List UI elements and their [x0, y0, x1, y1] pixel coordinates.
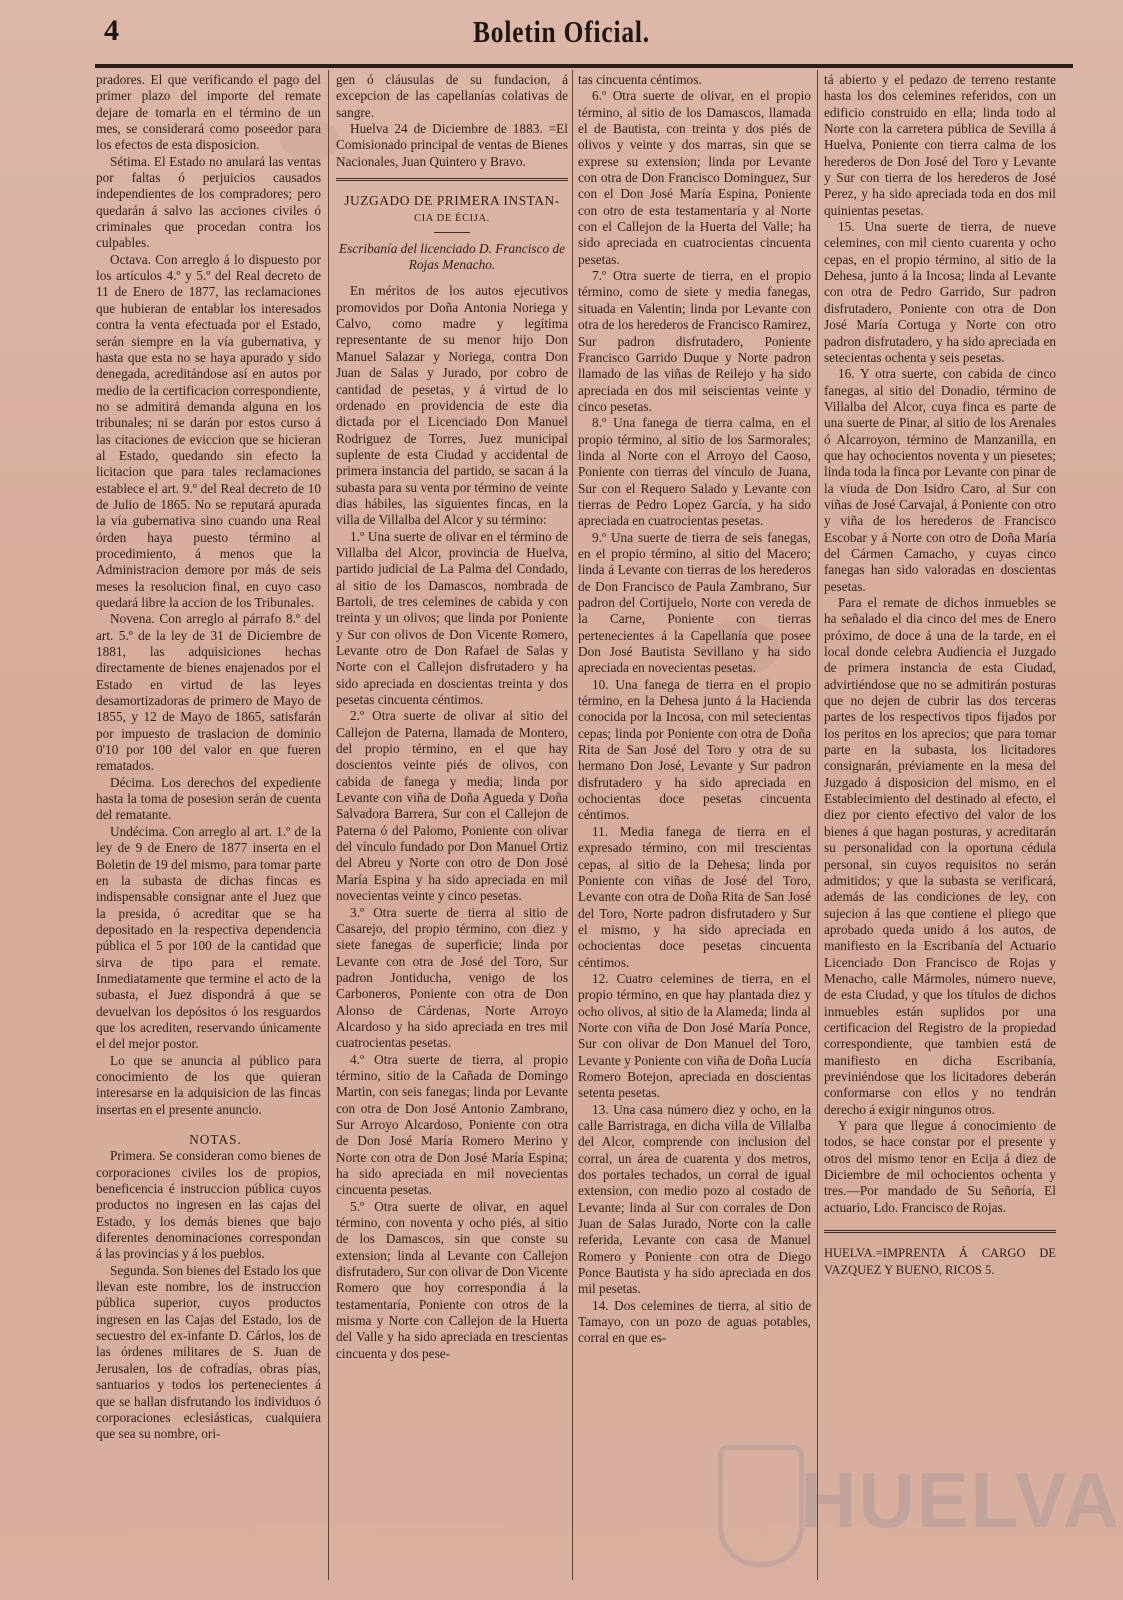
- paragraph: Y para que llegue á conocimiento de todos, se hace constar por el presente y otros del mismo tenor en Ecija á diez de Diciembre de mil ochocientos ochenta y tres.—Por mandado de Su Señoría, El actuario, Ldo. Francisco de Rojas.: [824, 1118, 1056, 1215]
- paragraph: 9.º Una suerte de tierra de seis fanegas, en el propio término, al sitio del Macero; linda á Levante con tierras de los herederos de Don Francisco de Paula Zambrano, Sur padron del Cortijuelo, Norte con vereda de la Carne, Poniente con tierras pertenecientes á la Capellanía que posee Don José Bautista Sevillano y ha sido apreciada en novecientas pesetas.: [578, 529, 811, 676]
- paragraph: Sétima. El Estado no anulará las ventas por faltas ó perjuicios causados independientes de los compradores; pero quedarán á salvo las acciones civiles ó criminales que procedan contra los culpables.: [96, 153, 321, 251]
- closing-rule: [824, 1230, 1056, 1233]
- paragraph: Para el remate de dichos inmuebles se ha señalado el dia cinco del mes de Enero próximo, de doce á una de la tarde, en el local donde celebra Audiencia el Juzgado de primera instancia de esta Ciudad, advirtiéndose que no se admitirán posturas que no dejen de cubrir las dos terceras partes de los respectivos tipos fijados por los peritos en los aprecios; que para tomar parte en la subasta, los licitadores consignarán, préviamente en la mesa del Juzgado á disposicion del mismo, en el Establecimiento del destinado al efecto, el diez por ciento efectivo del valor de los bienes á que hagan posturas, y acreditarán su personalidad con la oportuna cédula personal, sin cuyos requisitos no serán admitidos; y que la subasta se verificará, además de las condiciones de ley, con sujecion á las que contiene el pliego que aprobado queda unido á los autos, de manifiesto en la Escribanía del Actuario Licenciado Don Francisco de Rojas y Menacho, calle Mármoles, número nueve, de esta Ciudad, y que los títulos de dichos inmuebles están suplidos por una certificacion del Registro de la propiedad correspondiente, que tambien está de manifiesto en dicha Escribanía, previniéndose que los licitadores deberán conformarse con ellos y no tendrán derecho á exigir ningunos otros.: [824, 595, 1056, 1117]
- paragraph: pradores. El que verificando el pago del primer plazo del importe del remate dejare de tomarla en el término de un mes, se considerará como poseedor para los efectos de esta disposicion.: [96, 72, 321, 153]
- section-rule: [336, 178, 568, 181]
- column-4: [824, 72, 1056, 1572]
- juzgado-heading: [336, 193, 568, 228]
- paragraph: 7.º Otra suerte de tierra, en el propio término, como de siete y media fanegas, situada en Valentin; linda por Levante con otra de los herederos de Francisco Ramirez, Sur padron disfrutadero, Poniente Francisco Garrido Duque y Norte padron llamado de las viñas de Reilejo y ha sido apreciada en dos mil seiscientas veinte y cinco pesetas.: [578, 268, 811, 414]
- paragraph: Lo que se anuncia al público para conocimiento de los que quieran interesarse en la adquisicion de las fincas insertas en el presente anuncio.: [96, 1052, 321, 1117]
- paragraph: 12. Cuatro celemines de tierra, en el propio término, en que hay plantada diez y ocho olivos, al sitio de la Alameda; linda al Norte con viña de Don José María Ponce, Sur con olivar de Don Manuel del Toro, Levante y Poniente con viña de Doña Lucía Romero Botejon, apreciada en doscientas setenta pesetas.: [578, 970, 811, 1101]
- escribania-heading: Escribanía del licenciado D. Francisco de Rojas Menacho.: [339, 240, 565, 273]
- masthead-rule: [95, 64, 1073, 68]
- paragraph: tá abierto y el pedazo de terreno restante hasta los dos celemines referidos, con un edificio construido en ella; linda todo al Norte con la carretera pública de Sevilla á Huelva, Poniente con tierra calma de los herederos de Don José del Toro y Levante y Sur con tierra de los herederos de José Perez, y ha sido apreciada toda en dos mil quinientas pesetas.: [824, 72, 1056, 218]
- paragraph: 3.º Otra suerte de tierra al sitio de Casarejo, del propio término, con diez y siete fanegas de superficie; linda por Levante con otra de José del Toro, Sur padron Jontiducha, venigo de los Carboneros, Poniente con otra de Don Alonso de Cárdenas, Norte Arroyo Alcardoso y ha sido apreciada en tres mil cuatrocientas pesetas.: [336, 904, 568, 1051]
- paragraph: 13. Una casa número diez y ocho, en la calle Barristraga, en dicha villa de Villalba del Alcor, comprende con inclusion del corral, un área de cuarenta y dos metros, dos portales techados, un corral de igual extension, con medio pozo al costado de Levante; linda al Sur con corrales de Don Juan de Salas Jurado, Norte con la calle referida, Levante con casa de Manuel Romero y Poniente con otra de Diego Ponce Bautista y ha sido apreciada en dos mil pesetas.: [578, 1101, 811, 1297]
- paragraph: 6.º Otra suerte de olivar, en el propio término, al sitio de los Damascos, llamada el de Bautista, con treinta y dos piés de olivos y veinte y dos marras, sin que se exprese su extension; linda por Levante con otra de Don Francisco Dominguez, Sur con el Don José María Espina, Poniente con otro de esta testamentaría y al Norte con el Callejon de la Huerta del Valle; ha sido apreciada en cuatrocientas cincuenta pesetas.: [578, 88, 811, 267]
- watermark-text: HUELVA: [800, 1456, 1122, 1544]
- imprenta-line: HUELVA.=IMPRENTA Á CARGO DE VAZQUEZ Y BUENO, RICOS 5.: [824, 1246, 1056, 1278]
- juzgado-subtitle: CIA DE ÉCIJA.: [414, 213, 490, 225]
- paragraph: Décima. Los derechos del expediente hasta la toma de posesion serán de cuenta del rematante.: [96, 774, 321, 823]
- masthead-title: Boletin Oficial.: [473, 14, 650, 49]
- signature-paragraph: Huelva 24 de Diciembre de 1883. =El Comisionado principal de ventas de Bienes Nacionales, Juan Quintero y Bravo.: [336, 121, 568, 169]
- paragraph: 16. Y otra suerte, con cabida de cinco fanegas, al sitio del Donadio, término de Villalba del Alcor, cuya finca es parte de una suerte de Pinar, al sitio de los Arenales ó Alcarroyon, término de Manzanilla, en que hay ochocientos noventa y un piesetes; linda toda la finca por Levante con pinar de la viuda de Don Isidro Caro, al Sur con viñas de José Carvajal, á Poniente con otro y viña de los herederos de Francisco Escobar y á Norte con otro de Doña María del Cármen Camacho, y cuyas cinco fanegas han sido valoradas en doscientas pesetas.: [824, 366, 1056, 594]
- paragraph: 1.º Una suerte de olivar en el término de Villalba del Alcor, provincia de Huelva, partido judicial de La Palma del Condado, al sitio de los Damascos, nombrada de Bartoli, de tres celemines de cabida y con treinta y un olivos; que linda por Poniente y Sur con olivos de Don Vicente Romero, Levante otro de Don Rafael de Salas y Norte con el Callejon disfrutadero y ha sido apreciada en doscientas treinta y dos pesetas cincuenta céntimos.: [336, 528, 568, 708]
- column-divider: [328, 70, 329, 1580]
- watermark-seal-icon: [718, 1445, 804, 1567]
- paragraph: Octava. Con arreglo á lo dispuesto por los artículos 4.º y 5.º del Real decreto de 11 de Enero de 1877, las reclamaciones que hubieran de entablar los interesados contra la venta efectuada por el Estado, serán siempre en la vía gubernativa, y hasta que esta no se haya apurado y sido denegada, acreditándose así en autos por medio de la certificacion correspondiente, no se admitirá demanda alguna en los tribunales; ni se darán por estos curso á las citaciones de eviccion que se hicieran al Estado, quedando sin efecto la licitacion que para tales reclamaciones establece el art. 9.º del Real decreto de 10 de Julio de 1865. No se reputará apurada la vía gubernativa sino cuando una Real órden haya puesto término al procedimiento, á menos que la Administracion demore por más de seis meses la resolucion final, en cuyo caso quedará libre la accion de los Tribunales.: [96, 251, 321, 610]
- paragraph: 10. Una fanega de tierra en el propio término, en la Dehesa junto á la Hacienda conocida por la Incosa, con mil setecientas cepas; linda por Poniente con otra de Doña Rita de San José del Toro y otra de su hermano Don José, Levante y Sur padron disfrutadero y ha sido apreciada en ochocientas doce pesetas cincuenta céntimos.: [578, 676, 811, 823]
- paragraph: Segunda. Son bienes del Estado los que llevan este nombre, los de instruccion pública superior, cuyos productos ingresen en las Cajas del Estado, los de secuestro del ex-infante D. Cárlos, los de las órdenes militares de S. Juan de Jerusalen, los de cofradías, obras pías, santuarios y todos los pertenecientes á que se hallan disfrutando los individuos ó corporaciones eclesiásticas, cualquiera que sea su nombre, ori-: [96, 1262, 321, 1442]
- paragraph: gen ó cláusulas de su fundacion, á excepcion de las capellanías colativas de sangre.: [336, 72, 568, 120]
- paragraph: Novena. Con arreglo al párrafo 8.º del art. 5.º de la ley de 31 de Diciembre de 1881, las adquisiciones hechas directamente de bienes enajenados por el Estado en virtud de las leyes desamortizadoras de primero de Mayo de 1855, y 12 de Mayo de 1865, satisfarán por impuesto de traslacion de dominio 0'10 por 100 del valor en que fueren rematados.: [96, 611, 321, 774]
- paragraph: Undécima. Con arreglo al art. 1.º de la ley de 9 de Enero de 1877 inserta en el Boletin de 19 del mismo, para tomar parte en la subasta de dichas fincas es indispensable consignar ante el Juez que la presida, ó acreditar que se ha depositado en la respectiva dependencia pública el 5 por 100 de la cantidad que sirva de tipo para el remate. Inmediatamente que termine el acto de la subasta, el Juez dispondrá á que se devuelvan los depósitos ó los resguardos que los acrediten, reservando únicamente el del mejor postor.: [96, 823, 321, 1052]
- paragraph: 5.º Otra suerte de olivar, en aquel término, con noventa y ocho piés, al sitio de los Damascos, sin que conste su extension; linda al Levante con Callejon disfrutadero, Sur con olivar de Don Vicente Romero que hoy correspondia á la testamentaría, Poniente con otros de la misma y Norte con Callejon de la Huerta del Valle y ha sido apreciada en trescientas cincuenta y dos pese-: [336, 1198, 568, 1361]
- paragraph: 15. Una suerte de tierra, de nueve celemines, con mil ciento cuarenta y ocho cepas, en el propio término, al sitio de la Dehesa, junto á la Incosa; linda al Levante con otra de Pedro Garrido, Sur padron disfrutadero, Poniente con otra de Don José María Cortuga y Norte con otro padron disfrutadero, y ha sido apreciada en setecientas ochenta y seis pesetas.: [824, 219, 1056, 365]
- column-divider: [572, 70, 573, 1580]
- paragraph: tas cincuenta céntimos.: [578, 72, 702, 87]
- column-2: [336, 72, 568, 1572]
- paragraph: 2.º Otra suerte de olivar al sitio del Callejon de Paterna, llamada de Montero, del propio término, en el que hay doscientos veinte piés de olivos, con cabida de fanega y media; linda por Levante con viña de Doña Agueda y Doña Salvadora Barrera, Sur con el Callejon de Paterna ó del Palomo, Poniente con olivar del vínculo fundado por Don Manuel Ortiz del Abreu y Norte con otro de Don José María Espina y ha sido apreciada en mil novecientas veinte y cinco pesetas.: [336, 708, 568, 904]
- paragraph: Primera. Se consideran como bienes de corporaciones civiles los de propios, beneficencia é instruccion pública cuyos productos no ingresen en las cajas del Estado, y los demás bienes que bajo diferentes denominaciones correspondan á las provincias y á los pueblos.: [96, 1148, 321, 1262]
- short-rule: [434, 232, 470, 233]
- notas-heading: NOTAS.: [189, 1132, 242, 1147]
- column-3: [578, 72, 811, 1572]
- paragraph: En méritos de los autos ejecutivos promovidos por Doña Antonia Noriega y Calvo, como madre y legítima representante de su menor hijo Don Manuel Salazar y Noriega, contra Don Juan de Salas y Jurado, por cobro de cantidad de pesetas, y á virtud de lo ordenado en providencia de este dia dictada por el Licenciado Don Manuel Rodriguez de Torres, Juez municipal suplente de esta Ciudad y accidental de primera instancia del partido, se sacan á la subasta para su venta por término de veinte dias hábiles, las siguientes fincas, en la villa de Villalba del Alcor y su término:: [336, 283, 568, 528]
- page-number: 4: [104, 14, 119, 47]
- column-divider: [817, 70, 818, 1580]
- juzgado-title: JUZGADO DE PRIMERA INSTAN-: [344, 193, 560, 209]
- paragraph: 8.º Una fanega de tierra calma, en el propio término, al sitio de los Sarmorales; linda al Norte con el Arroyo del Caoso, Poniente con tierras del vínculo de Juana, Sur con el Requero Salado y Levante con tierras de Pedro Lopez García, y ha sido apreciada en cuatrocientas pesetas.: [578, 415, 811, 529]
- paragraph: 14. Dos celemines de tierra, al sitio de Tamayo, con un pozo de aguas potables, corral en que es-: [578, 1297, 811, 1346]
- paragraph: 11. Media fanega de tierra en el expresado término, con mil trescientas cepas, al sitio de la Dehesa; linda por Poniente con viñas de José del Toro, Levante con otra de Doña Rita de San José del Toro, Norte padron disfrutadero y Sur el mismo, y ha sido apreciada en ochocientas doce pesetas cincuenta céntimos.: [578, 823, 811, 970]
- paragraph: 4.º Otra suerte de tierra, al propio término, sitio de la Cañada de Domingo Martin, con seis fanegas; linda por Levante con otra de Don José Antonio Zambrano, Sur Arroyo Alcardoso, Poniente con otra de Don José María Romero Merino y Norte con otra de Don José María Espina; ha sido apreciada en mil novecientas cincuenta pesetas.: [336, 1051, 568, 1198]
- column-1: [96, 72, 321, 1572]
